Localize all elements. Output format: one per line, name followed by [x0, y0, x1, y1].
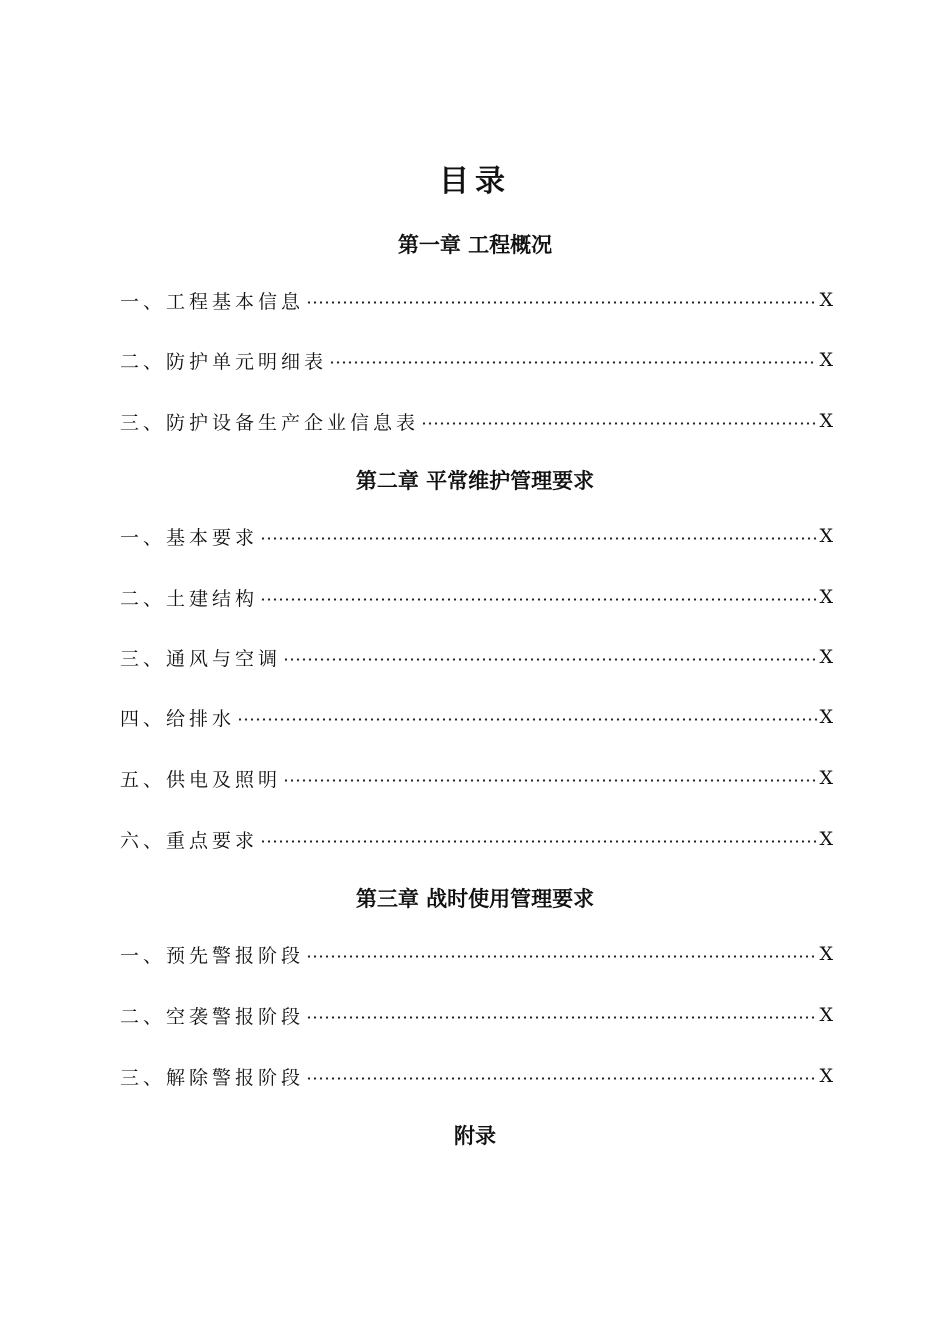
toc-entry-label: 一、基本要求 — [120, 526, 259, 549]
toc-entry-page: X — [819, 767, 833, 789]
toc-entry[interactable] — [120, 1061, 833, 1091]
toc-entry-page: X — [819, 586, 833, 608]
toc-entry-label: 五、供电及照明 — [120, 768, 282, 791]
toc-entry-label: 二、土建结构 — [120, 587, 259, 610]
dot-leader — [306, 955, 817, 958]
toc-entry-page: X — [819, 1004, 833, 1026]
toc-entry[interactable] — [120, 824, 833, 854]
dot-leader — [421, 422, 817, 425]
appendix-heading: 附录 — [454, 1124, 496, 1148]
dot-leader — [329, 361, 817, 364]
toc-entry-page: X — [819, 525, 833, 547]
toc-entry[interactable] — [120, 582, 833, 612]
toc-title: 目录 — [439, 164, 511, 199]
chapter-2-heading: 第二章 平常维护管理要求 — [355, 469, 595, 493]
dot-leader — [237, 718, 817, 721]
dot-leader — [306, 1077, 817, 1080]
toc-entry-label: 一、预先警报阶段 — [120, 944, 305, 967]
toc-entry-page: X — [819, 349, 833, 371]
toc-entry[interactable] — [120, 939, 833, 969]
toc-entry-page: X — [819, 828, 833, 850]
chapter-3-heading: 第三章 战时使用管理要求 — [355, 887, 595, 911]
toc-entry-label: 二、防护单元明细表 — [120, 350, 328, 373]
dot-leader — [260, 840, 817, 843]
toc-entry[interactable] — [120, 763, 833, 793]
toc-entry-page: X — [819, 646, 833, 668]
toc-entry[interactable] — [120, 406, 833, 436]
toc-entry-label: 四、给排水 — [120, 707, 236, 730]
dot-leader — [306, 301, 817, 304]
dot-leader — [306, 1016, 817, 1019]
toc-entry-page: X — [819, 410, 833, 432]
toc-entry[interactable] — [120, 285, 833, 315]
toc-entry-page: X — [819, 289, 833, 311]
toc-entry-label: 三、防护设备生产企业信息表 — [120, 411, 420, 434]
toc-entry-label: 六、重点要求 — [120, 829, 259, 852]
dot-leader — [283, 779, 817, 782]
toc-entry[interactable] — [120, 521, 833, 551]
toc-entry[interactable] — [120, 642, 833, 672]
toc-entry-label: 三、通风与空调 — [120, 647, 282, 670]
dot-leader — [260, 537, 817, 540]
dot-leader — [260, 598, 817, 601]
toc-entry-page: X — [819, 943, 833, 965]
chapter-1-heading: 第一章 工程概况 — [397, 233, 553, 257]
toc-entry-label: 一、工程基本信息 — [120, 290, 305, 313]
dot-leader — [283, 658, 817, 661]
toc-entry[interactable] — [120, 345, 833, 375]
toc-entry-label: 二、空袭警报阶段 — [120, 1005, 305, 1028]
toc-entry-label: 三、解除警报阶段 — [120, 1066, 305, 1089]
toc-entry-page: X — [819, 1065, 833, 1087]
toc-entry-page: X — [819, 706, 833, 728]
toc-entry[interactable] — [120, 1000, 833, 1030]
toc-entry[interactable] — [120, 702, 833, 732]
